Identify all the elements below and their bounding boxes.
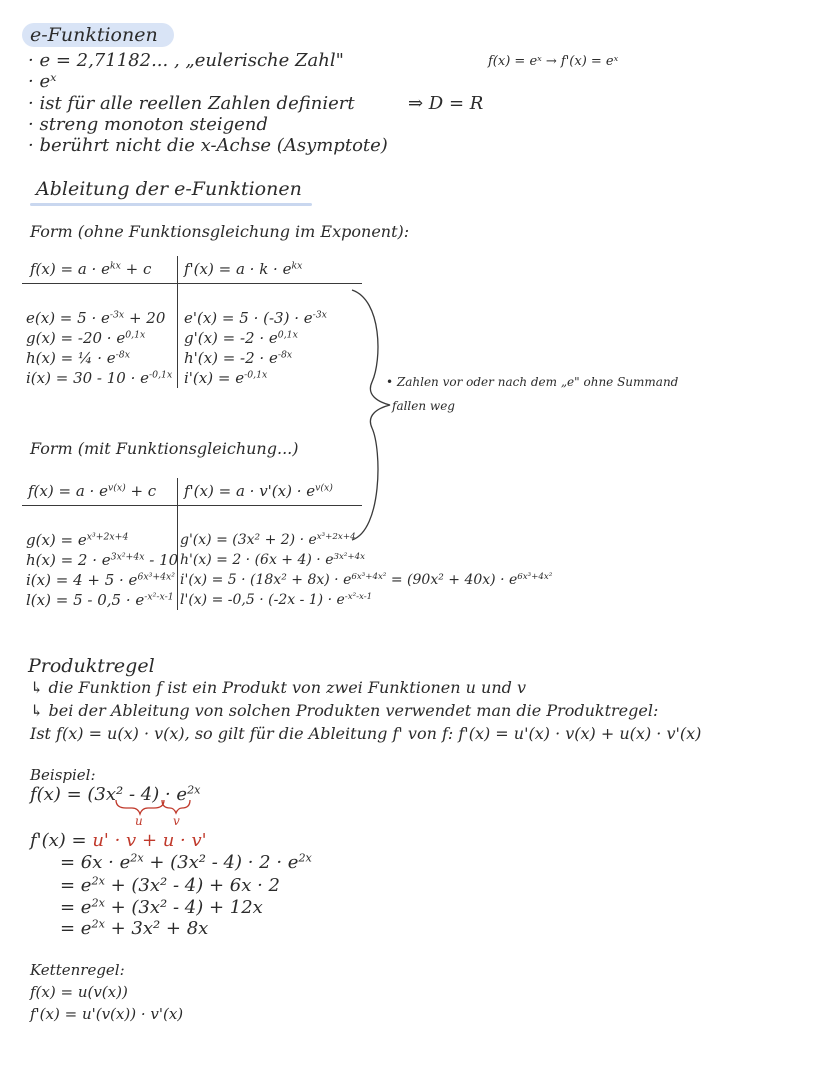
form2-row-left: $g(x) = e^{x^3+2x+4}$ (26, 531, 129, 549)
form1-row-right: $i'(x) = e^{-0,1x}$ (184, 369, 268, 387)
bullet-e-power-x: · eˣ (28, 71, 57, 92)
derivative-step: = $6x \cdot e^{2x} + (3x^2 - 4) \cdot 2 \cdot e^{2x}$ (60, 851, 312, 873)
side-note-line1: • Zahlen vor oder nach dem „e" ohne Summand (386, 375, 679, 389)
kettenregel-line2: f'(x) = u'(v(x)) · v'(x) (30, 1005, 184, 1023)
curly-brace (352, 290, 390, 540)
domain-note: ⇒ D = R (408, 93, 484, 114)
form2-table-vline (177, 478, 178, 610)
form1-row-left: $g(x) = -20 \cdot e^{0,1x}$ (26, 329, 146, 347)
bullet-defined: · ist für alle reellen Zahlen definiert (28, 93, 355, 114)
derivative-note: f(x) = eˣ → f'(x) = eˣ (488, 54, 619, 69)
bullet-monotonic: · streng monoton steigend (28, 114, 268, 135)
derivative-step: = $e^{2x} + (3x^2 - 4) + 12x$ (60, 896, 263, 918)
form2-header-right: $f'(x) = a \cdot v'(x) \cdot e^{v(x)}$ (184, 482, 333, 500)
label-u: u (135, 814, 143, 828)
bullet-euler-number: · e = 2,71182... , „eulerische Zahl" (28, 50, 344, 71)
form1-row-right: $e'(x) = 5 \cdot (-3) \cdot e^{-3x}$ (184, 309, 327, 327)
derivative-step: = $e^{2x} + 3x^2 + 8x$ (60, 917, 209, 939)
form2-header-left: $f(x) = a \cdot e^{v(x)} + c$ (28, 482, 157, 500)
side-note-line2: fallen weg (392, 399, 455, 413)
kettenregel-line1: f(x) = u(v(x)) (30, 983, 128, 1001)
form2-title: Form (mit Funktionsgleichung...) (30, 439, 299, 458)
derivative-step: = $e^{2x} + (3x^2 - 4) + 6x \cdot 2$ (60, 874, 280, 896)
form1-header-right: $f'(x) = a \cdot k \cdot e^{kx}$ (184, 260, 303, 278)
example-title: Beispiel: (30, 766, 96, 784)
form2-row-left: $l(x) = 5 - 0,5 \cdot e^{-x^2-x-1}$ (26, 591, 174, 609)
section-title-kettenregel: Kettenregel: (30, 961, 125, 979)
form2-row-right: $h'(x) = 2 \cdot (6x + 4) \cdot e^{3x^2+4x}$ (180, 551, 366, 568)
produktregel-line2: ↳ bei der Ableitung von solchen Produkten verwendet man die Produktregel: (30, 701, 659, 720)
form2-row-right: $g'(x) = (3x^2 + 2) \cdot e^{x^3+2x+4}$ (180, 531, 356, 548)
form1-row-left: $e(x) = 5 \cdot e^{-3x} + 20$ (26, 309, 166, 327)
form1-row-right: $g'(x) = -2 \cdot e^{0,1x}$ (184, 329, 298, 347)
example-function: $f(x) = (3x^2 - 4) \cdot e^{2x}$ (30, 783, 201, 805)
produktregel-line3: Ist f(x) = u(x) · v(x), so gilt für die Ableitung f' von f: f'(x) = u'(x) · v(x) + u(x) · v'(x) (30, 724, 702, 743)
form1-row-right: $h'(x) = -2 \cdot e^{-8x}$ (184, 349, 293, 367)
form1-header-left: $f(x) = a \cdot e^{kx} + c$ (30, 260, 152, 278)
section-title-ableitung: Ableitung der e-Funktionen (36, 178, 302, 200)
derivative-formula: f'(x) = u' · v + u · v' (30, 830, 207, 851)
form1-row-left: h(x) = ¼ · $e^{-8x}$ (26, 349, 130, 367)
form2-row-left: $h(x) = 2 \cdot e^{3x^2+4x} - 10$ (26, 551, 179, 569)
label-v: v (173, 814, 180, 828)
form2-row-left: $i(x) = 4 + 5 \cdot e^{6x^3+4x^2}$ (26, 571, 176, 589)
form2-row-right: $l'(x) = -0,5 \cdot (-2x - 1) \cdot e^{-x^2-x-1}$ (180, 591, 373, 608)
section-title-produktregel: Produktregel (28, 655, 155, 677)
bullet-asymptote: · berührt nicht die x-Achse (Asymptote) (28, 135, 388, 156)
form2-table-hline (22, 505, 362, 506)
produktregel-line1: ↳ die Funktion f ist ein Produkt von zwei Funktionen u und v (30, 678, 526, 697)
form1-row-left: $i(x) = 30 - 10 \cdot e^{-0,1x}$ (26, 369, 173, 387)
section-title-e-funktionen: e-Funktionen (30, 24, 158, 46)
form1-title: Form (ohne Funktionsgleichung im Exponent): (30, 222, 410, 241)
form2-row-right: $i'(x) = 5 \cdot (18x^2 + 8x) \cdot e^{6x^3+4x^2} = (90x^2 + 40x) \cdot e^{6x^3+4x^2}$ (180, 571, 553, 588)
